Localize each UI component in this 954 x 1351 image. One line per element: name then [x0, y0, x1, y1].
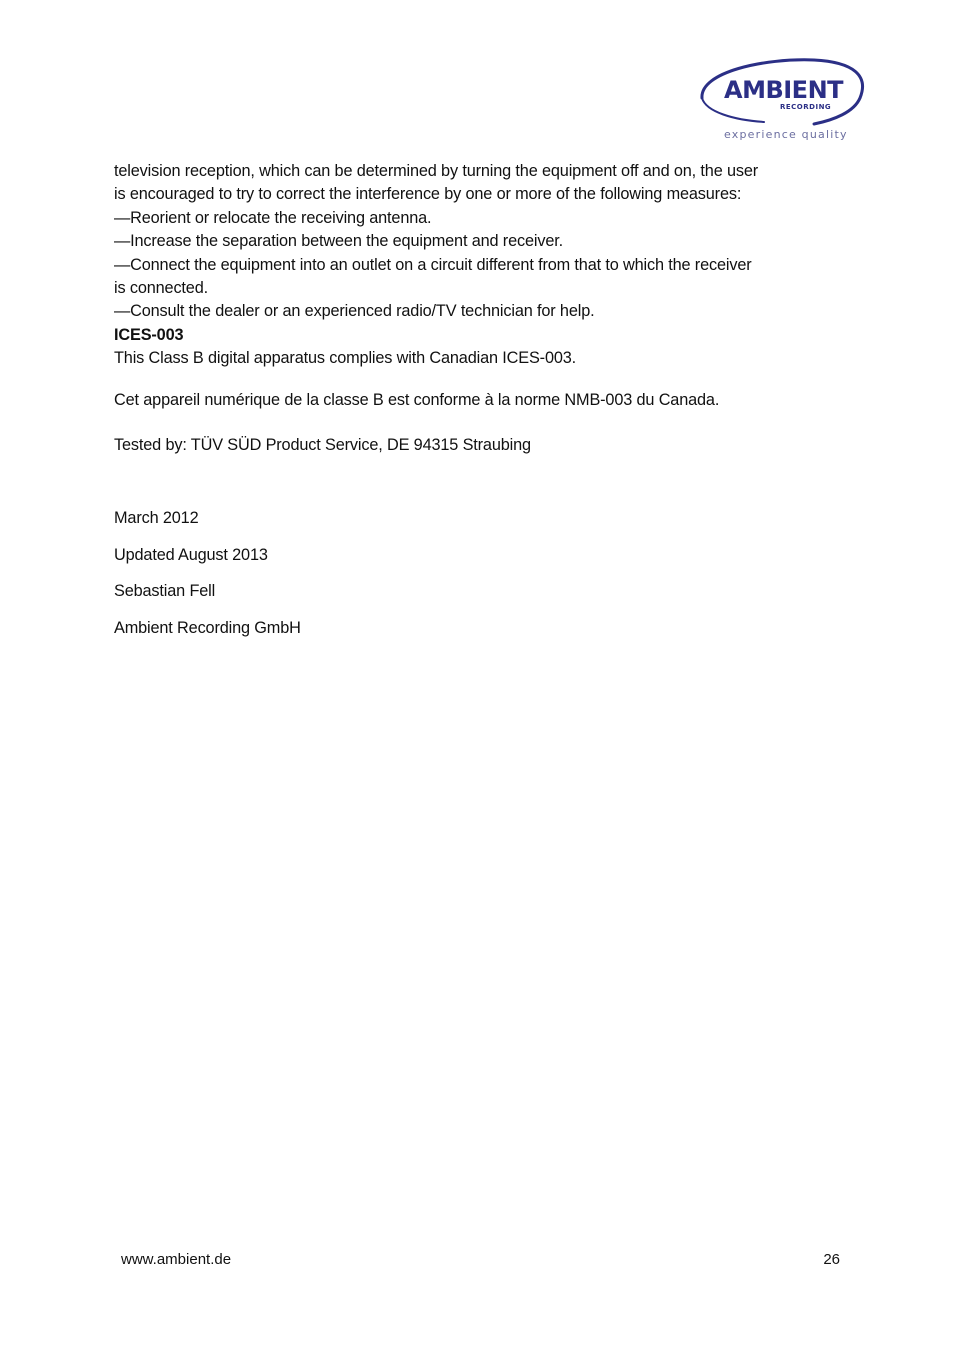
- measure-item: —Reorient or relocate the receiving antenna.: [114, 208, 432, 227]
- signature-block: [114, 507, 854, 640]
- tested-by-statement: Tested by: TÜV SÜD Product Service, DE 94315 Straubing: [114, 436, 531, 455]
- svg-text:AMBIENT: AMBIENT: [724, 76, 844, 104]
- svg-text:RECORDING: RECORDING: [780, 103, 832, 111]
- document-body: [114, 160, 854, 653]
- text-line: is encouraged to try to correct the interference by one or more of the following measures:: [114, 185, 742, 204]
- measure-item: —Consult the dealer or an experienced radio/TV technician for help.: [114, 302, 595, 321]
- ices-statement: This Class B digital apparatus complies with Canadian ICES-003.: [114, 349, 577, 368]
- fcc-measures-paragraph: [114, 160, 854, 324]
- text-line: is connected.: [114, 279, 208, 298]
- page-number: 26: [823, 1251, 840, 1268]
- ambient-recording-logo: [694, 54, 869, 146]
- text-line: television reception, which can be determined by turning the equipment off and on, the user: [114, 162, 759, 180]
- footer-website: www.ambient.de: [121, 1251, 232, 1268]
- measure-item: —Increase the separation between the equipment and receiver.: [114, 232, 563, 251]
- nmb-statement: Cet appareil numérique de la classe B est conforme à la norme NMB-003 du Canada.: [114, 390, 720, 409]
- date-original: March 2012: [114, 509, 199, 528]
- ices-heading: ICES-003: [114, 325, 184, 344]
- author-name: Sebastian Fell: [114, 582, 216, 601]
- svg-text:experience quality: experience quality: [724, 128, 848, 141]
- date-updated: Updated August 2013: [114, 545, 268, 564]
- measure-item: —Connect the equipment into an outlet on a circuit different from that to which the receiver: [114, 255, 752, 274]
- company-name: Ambient Recording GmbH: [114, 618, 301, 637]
